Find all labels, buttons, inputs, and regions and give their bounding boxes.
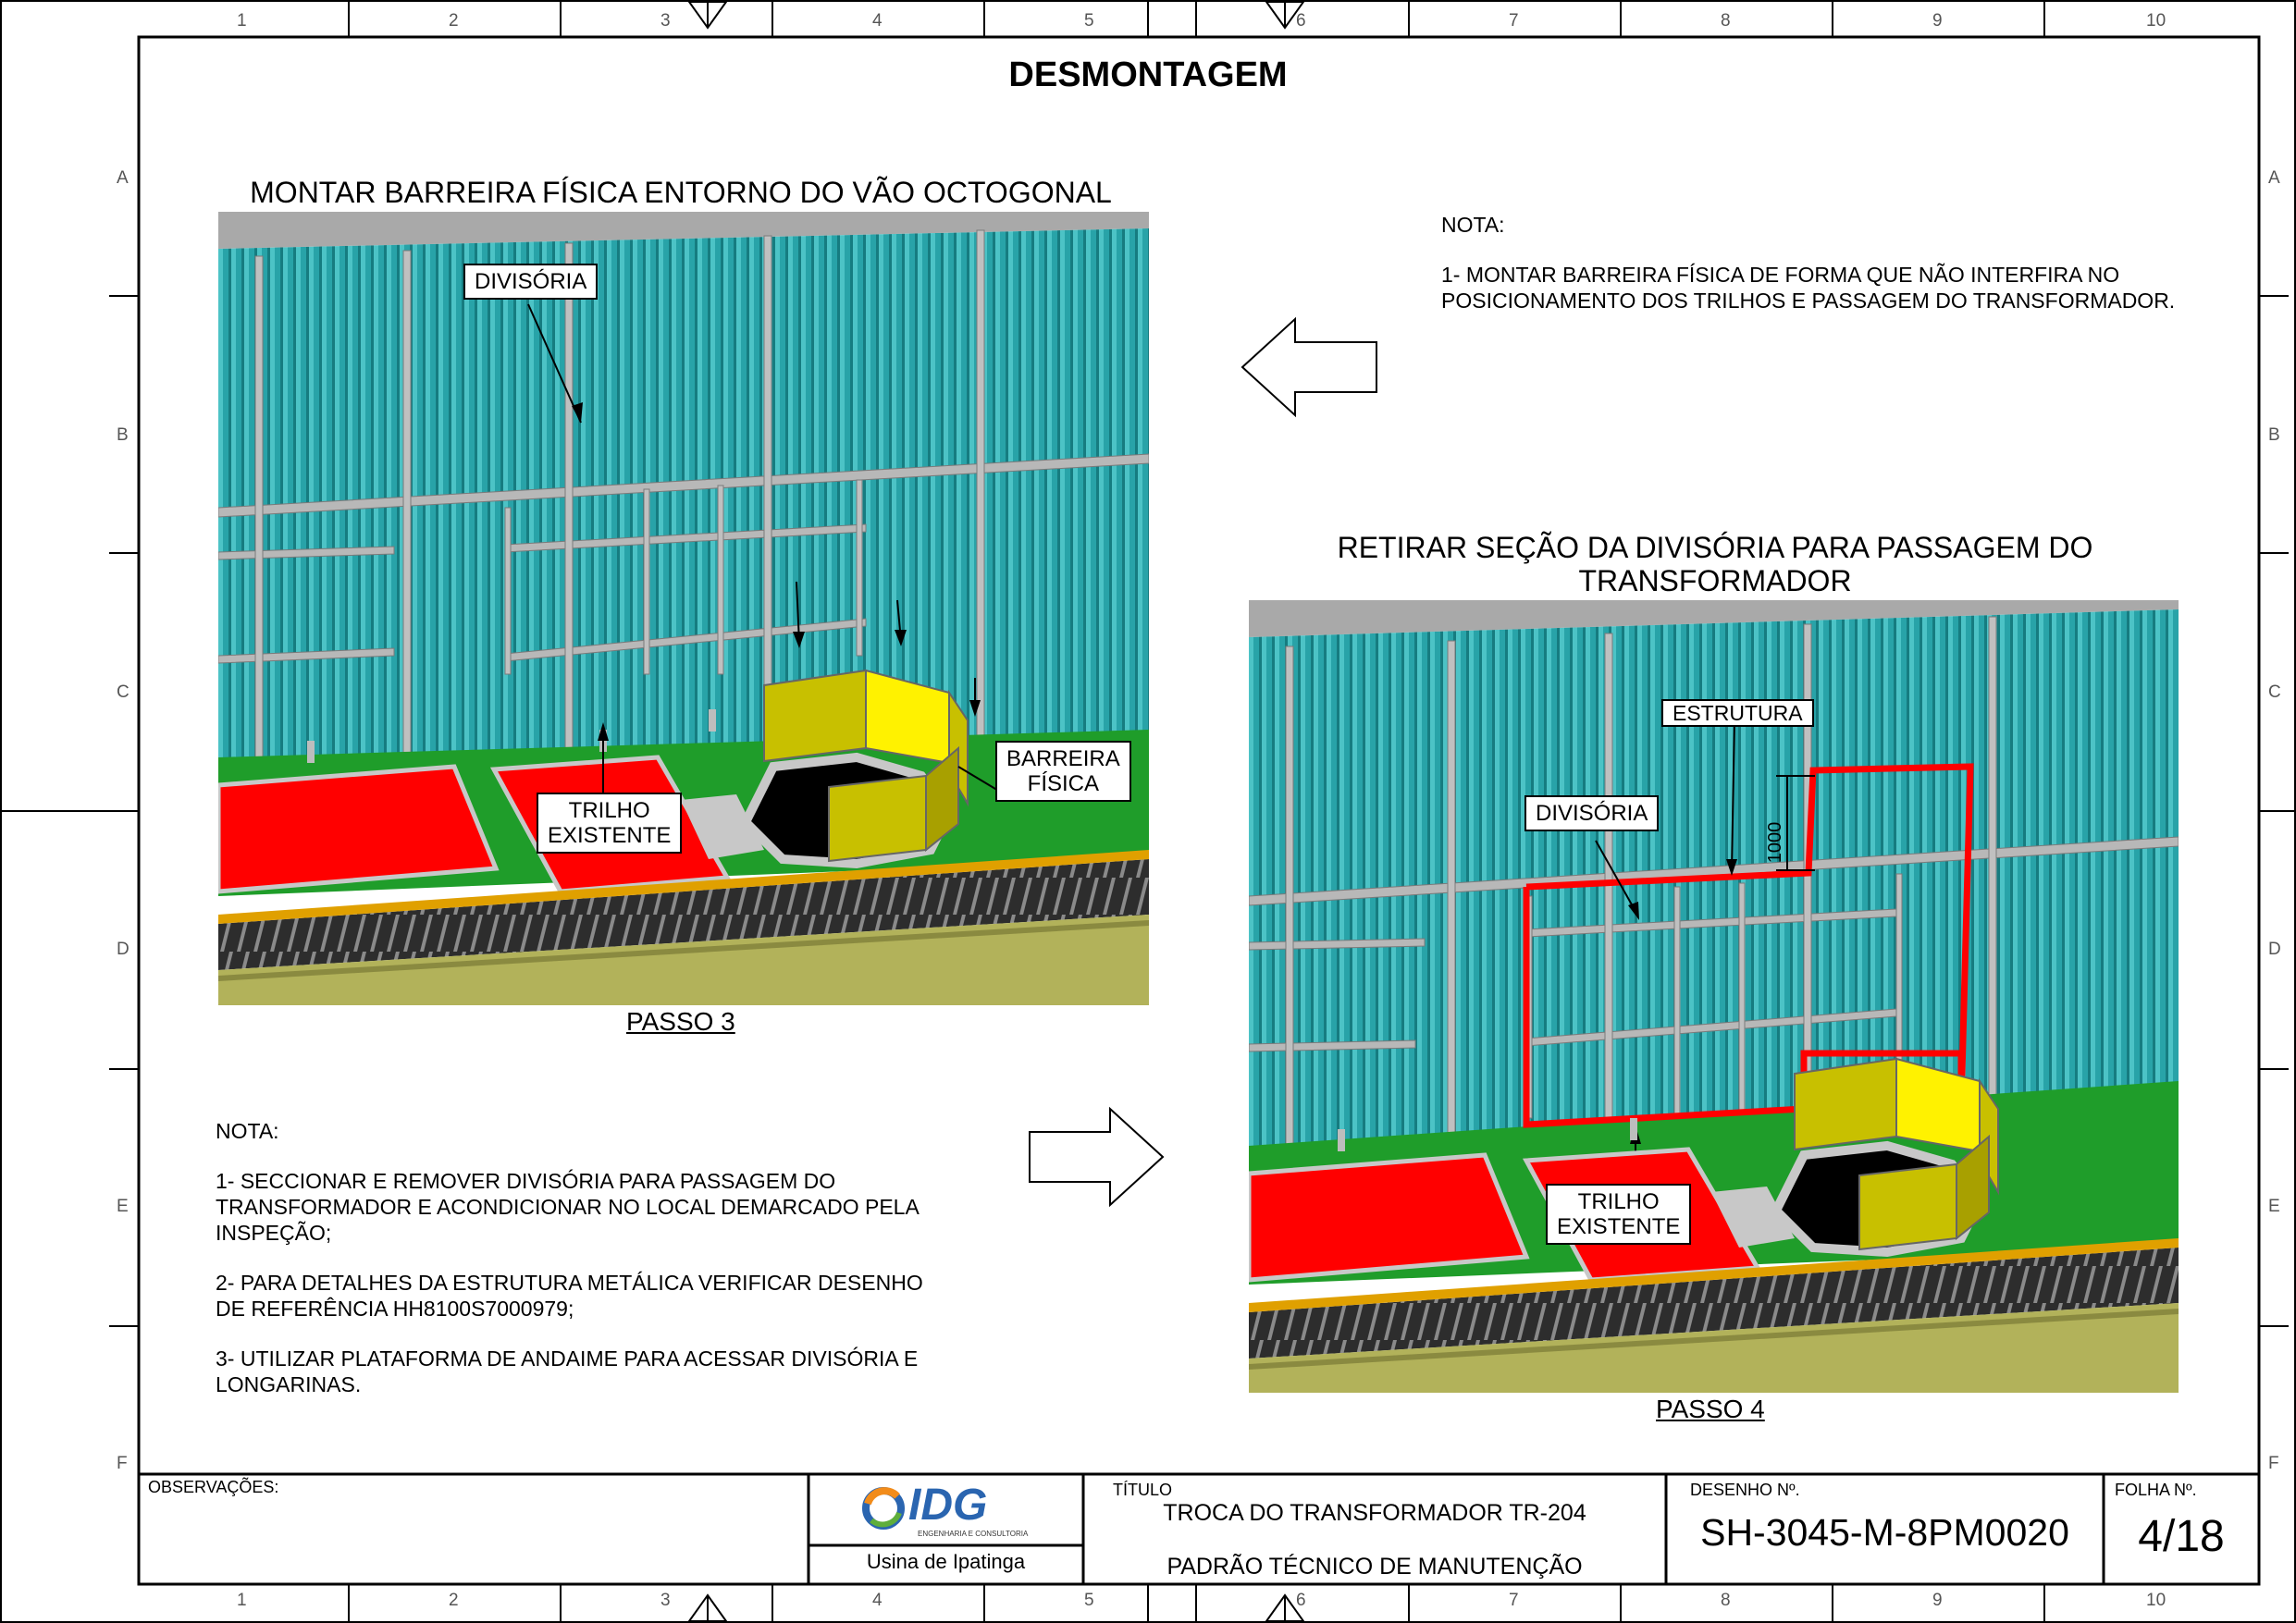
step3-heading: MONTAR BARREIRA FÍSICA ENTORNO DO VÃO OCTOGONAL: [250, 176, 1112, 209]
note-bottom-line: TRANSFORMADOR E ACONDICIONAR NO LOCAL DEMARCADO PELA: [216, 1195, 920, 1219]
zone-row-left: E: [117, 1197, 129, 1216]
idg-logo-icon: [860, 1485, 907, 1531]
zone-col-top: 1: [237, 11, 247, 31]
zone-col-bottom: 8: [1721, 1591, 1731, 1610]
drawing-title-line1: TROCA DO TRANSFORMADOR TR-204: [1163, 1500, 1586, 1526]
idg-logo-tagline: ENGENHARIA E CONSULTORIA: [918, 1530, 1029, 1538]
zone-col-top: 6: [1296, 11, 1306, 31]
note-bottom-heading: NOTA:: [216, 1119, 279, 1143]
drawing-number: SH-3045-M-8PM0020: [1700, 1511, 2069, 1554]
zone-row-right: F: [2268, 1454, 2279, 1473]
zone-col-bottom: 5: [1084, 1591, 1094, 1610]
zone-row-right: C: [2268, 682, 2281, 702]
observacoes-label: OBSERVAÇÕES:: [148, 1478, 279, 1496]
step3-callout-barreira-line: BARREIRA: [1006, 746, 1120, 771]
idg-logo: [860, 1483, 1036, 1539]
zone-col-bottom: 6: [1296, 1591, 1306, 1610]
zone-row-left: C: [117, 682, 130, 702]
note-bottom-line: LONGARINAS.: [216, 1372, 362, 1396]
zone-row-left: B: [117, 425, 129, 445]
step4-heading-line: TRANSFORMADOR: [1578, 564, 1852, 597]
note-bottom-line: INSPEÇÃO;: [216, 1221, 332, 1245]
zone-row-left: F: [117, 1454, 128, 1473]
folha-label: FOLHA Nº.: [2115, 1481, 2197, 1499]
note-top-heading: NOTA:: [1441, 213, 1505, 237]
step4-heading-line: RETIRAR SEÇÃO DA DIVISÓRIA PARA PASSAGEM DO: [1337, 531, 2093, 564]
zone-col-bottom: 3: [660, 1591, 671, 1610]
zone-row-left: D: [117, 940, 130, 959]
step4-caption: PASSO 4: [1656, 1395, 1765, 1423]
zone-row-right: D: [2268, 940, 2281, 959]
zone-row-right: B: [2268, 425, 2280, 445]
note-top-line: POSICIONAMENTO DOS TRILHOS E PASSAGEM DO TRANSFORMADOR.: [1441, 289, 2176, 313]
zone-col-top: 7: [1509, 11, 1519, 31]
zone-col-top: 8: [1721, 11, 1731, 31]
zone-col-top: 4: [872, 11, 883, 31]
zone-col-top: 10: [2146, 11, 2166, 31]
zone-col-bottom: 4: [872, 1591, 883, 1610]
note-bottom-line: DE REFERÊNCIA HH8100S7000979;: [216, 1297, 574, 1321]
step4-callout-divisoria: DIVISÓRIA: [1524, 795, 1659, 831]
zone-col-bottom: 2: [449, 1591, 459, 1610]
zone-col-top: 5: [1084, 11, 1094, 31]
drawing-title-line2: PADRÃO TÉCNICO DE MANUTENÇÃO: [1167, 1554, 1583, 1580]
step4-callout-estrutura: ESTRUTURA: [1661, 699, 1814, 727]
zone-col-bottom: 10: [2146, 1591, 2166, 1610]
zone-col-top: 9: [1932, 11, 1943, 31]
zone-col-top: 2: [449, 11, 459, 31]
zone-row-right: A: [2268, 168, 2280, 188]
zone-row-left: A: [117, 168, 129, 188]
step4-callout-trilho-line: EXISTENTE: [1557, 1214, 1681, 1239]
zone-col-bottom: 9: [1932, 1591, 1943, 1610]
zone-col-top: 3: [660, 11, 671, 31]
step3-callout-barreira-line: FÍSICA: [1027, 771, 1100, 796]
step3-caption: PASSO 3: [626, 1007, 735, 1036]
step4-dimension-label: 1000: [1765, 821, 1785, 864]
site-name: Usina de Ipatinga: [866, 1550, 1026, 1573]
desenho-label: DESENHO Nº.: [1690, 1481, 1800, 1499]
step3-callout-divisoria: DIVISÓRIA: [463, 264, 598, 300]
sheet-title: DESMONTAGEM: [1008, 55, 1288, 94]
step3-callout-trilho-line: TRILHO: [568, 798, 650, 823]
note-top-line: 1- MONTAR BARREIRA FÍSICA DE FORMA QUE NÃO INTERFIRA NO: [1441, 263, 2120, 287]
note-bottom-line: 1- SECCIONAR E REMOVER DIVISÓRIA PARA PASSAGEM DO: [216, 1169, 836, 1193]
zone-col-bottom: 1: [237, 1591, 247, 1610]
step4-callout-trilho-line: TRILHO: [1577, 1189, 1660, 1214]
sheet-number: 4/18: [2138, 1512, 2225, 1561]
idg-logo-wordmark: IDG: [908, 1481, 988, 1530]
titulo-label: TÍTULO: [1113, 1481, 1173, 1499]
step3-callout-trilho-line: EXISTENTE: [548, 823, 672, 848]
zone-col-bottom: 7: [1509, 1591, 1519, 1610]
note-bottom-line: 2- PARA DETALHES DA ESTRUTURA METÁLICA VERIFICAR DESENHO: [216, 1271, 923, 1295]
zone-row-right: E: [2268, 1197, 2280, 1216]
note-bottom-line: 3- UTILIZAR PLATAFORMA DE ANDAIME PARA ACESSAR DIVISÓRIA E: [216, 1346, 919, 1371]
